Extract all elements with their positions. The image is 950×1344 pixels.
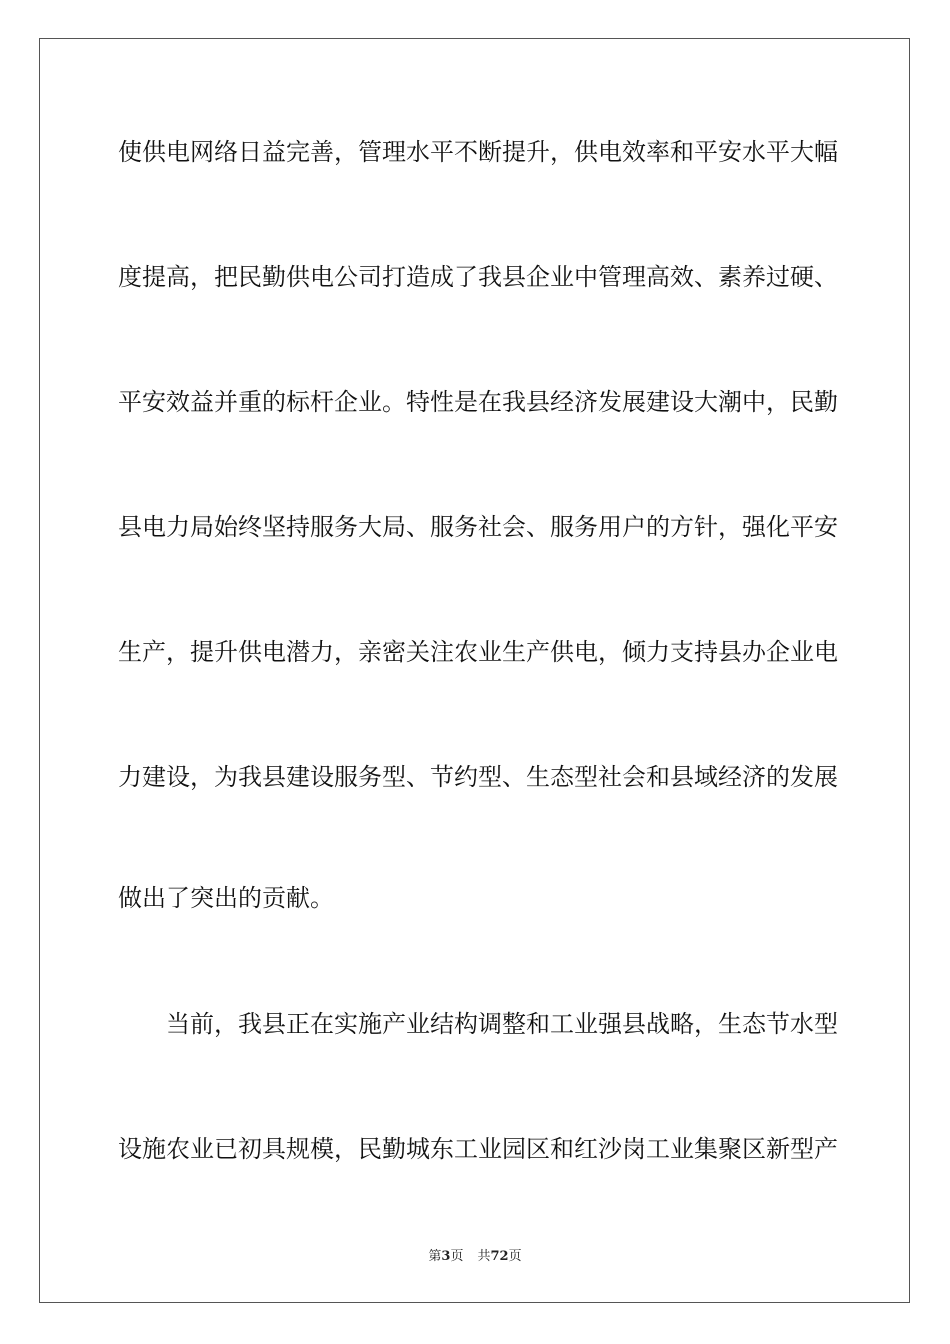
current-page-number: 3 [441,1249,451,1264]
page-suffix: 页 [450,1249,464,1264]
body-text-line-4: 县电力局始终坚持服务大局、服务社会、服务用户的方针，强化平安 [118,513,838,541]
body-text-line-7: 做出了突出的贡献。 [118,884,334,912]
total-suffix: 页 [508,1249,522,1264]
body-text-line-5: 生产，提升供电潜力，亲密关注农业生产供电，倾力支持县办企业电 [118,638,838,666]
page-border [39,38,910,1303]
paragraph-2-line-2: 设施农业已初具规模，民勤城东工业园区和红沙岗工业集聚区新型产 [118,1135,838,1163]
total-prefix: 共 [477,1249,491,1264]
body-text-line-1: 使供电网络日益完善，管理水平不断提升，供电效率和平安水平大幅 [118,138,838,166]
body-text-line-3: 平安效益并重的标杆企业。特性是在我县经济发展建设大潮中，民勤 [118,388,838,416]
body-text-line-2: 度提高，把民勤供电公司打造成了我县企业中管理高效、素养过硬、 [118,263,838,291]
body-text-line-6: 力建设，为我县建设服务型、节约型、生态型社会和县域经济的发展 [118,763,838,791]
page-footer [0,1249,950,1265]
paragraph-2-line-1: 当前，我县正在实施产业结构调整和工业强县战略，生态节水型 [166,1010,838,1038]
page-prefix: 第 [428,1249,442,1264]
total-pages-number: 72 [490,1249,509,1264]
